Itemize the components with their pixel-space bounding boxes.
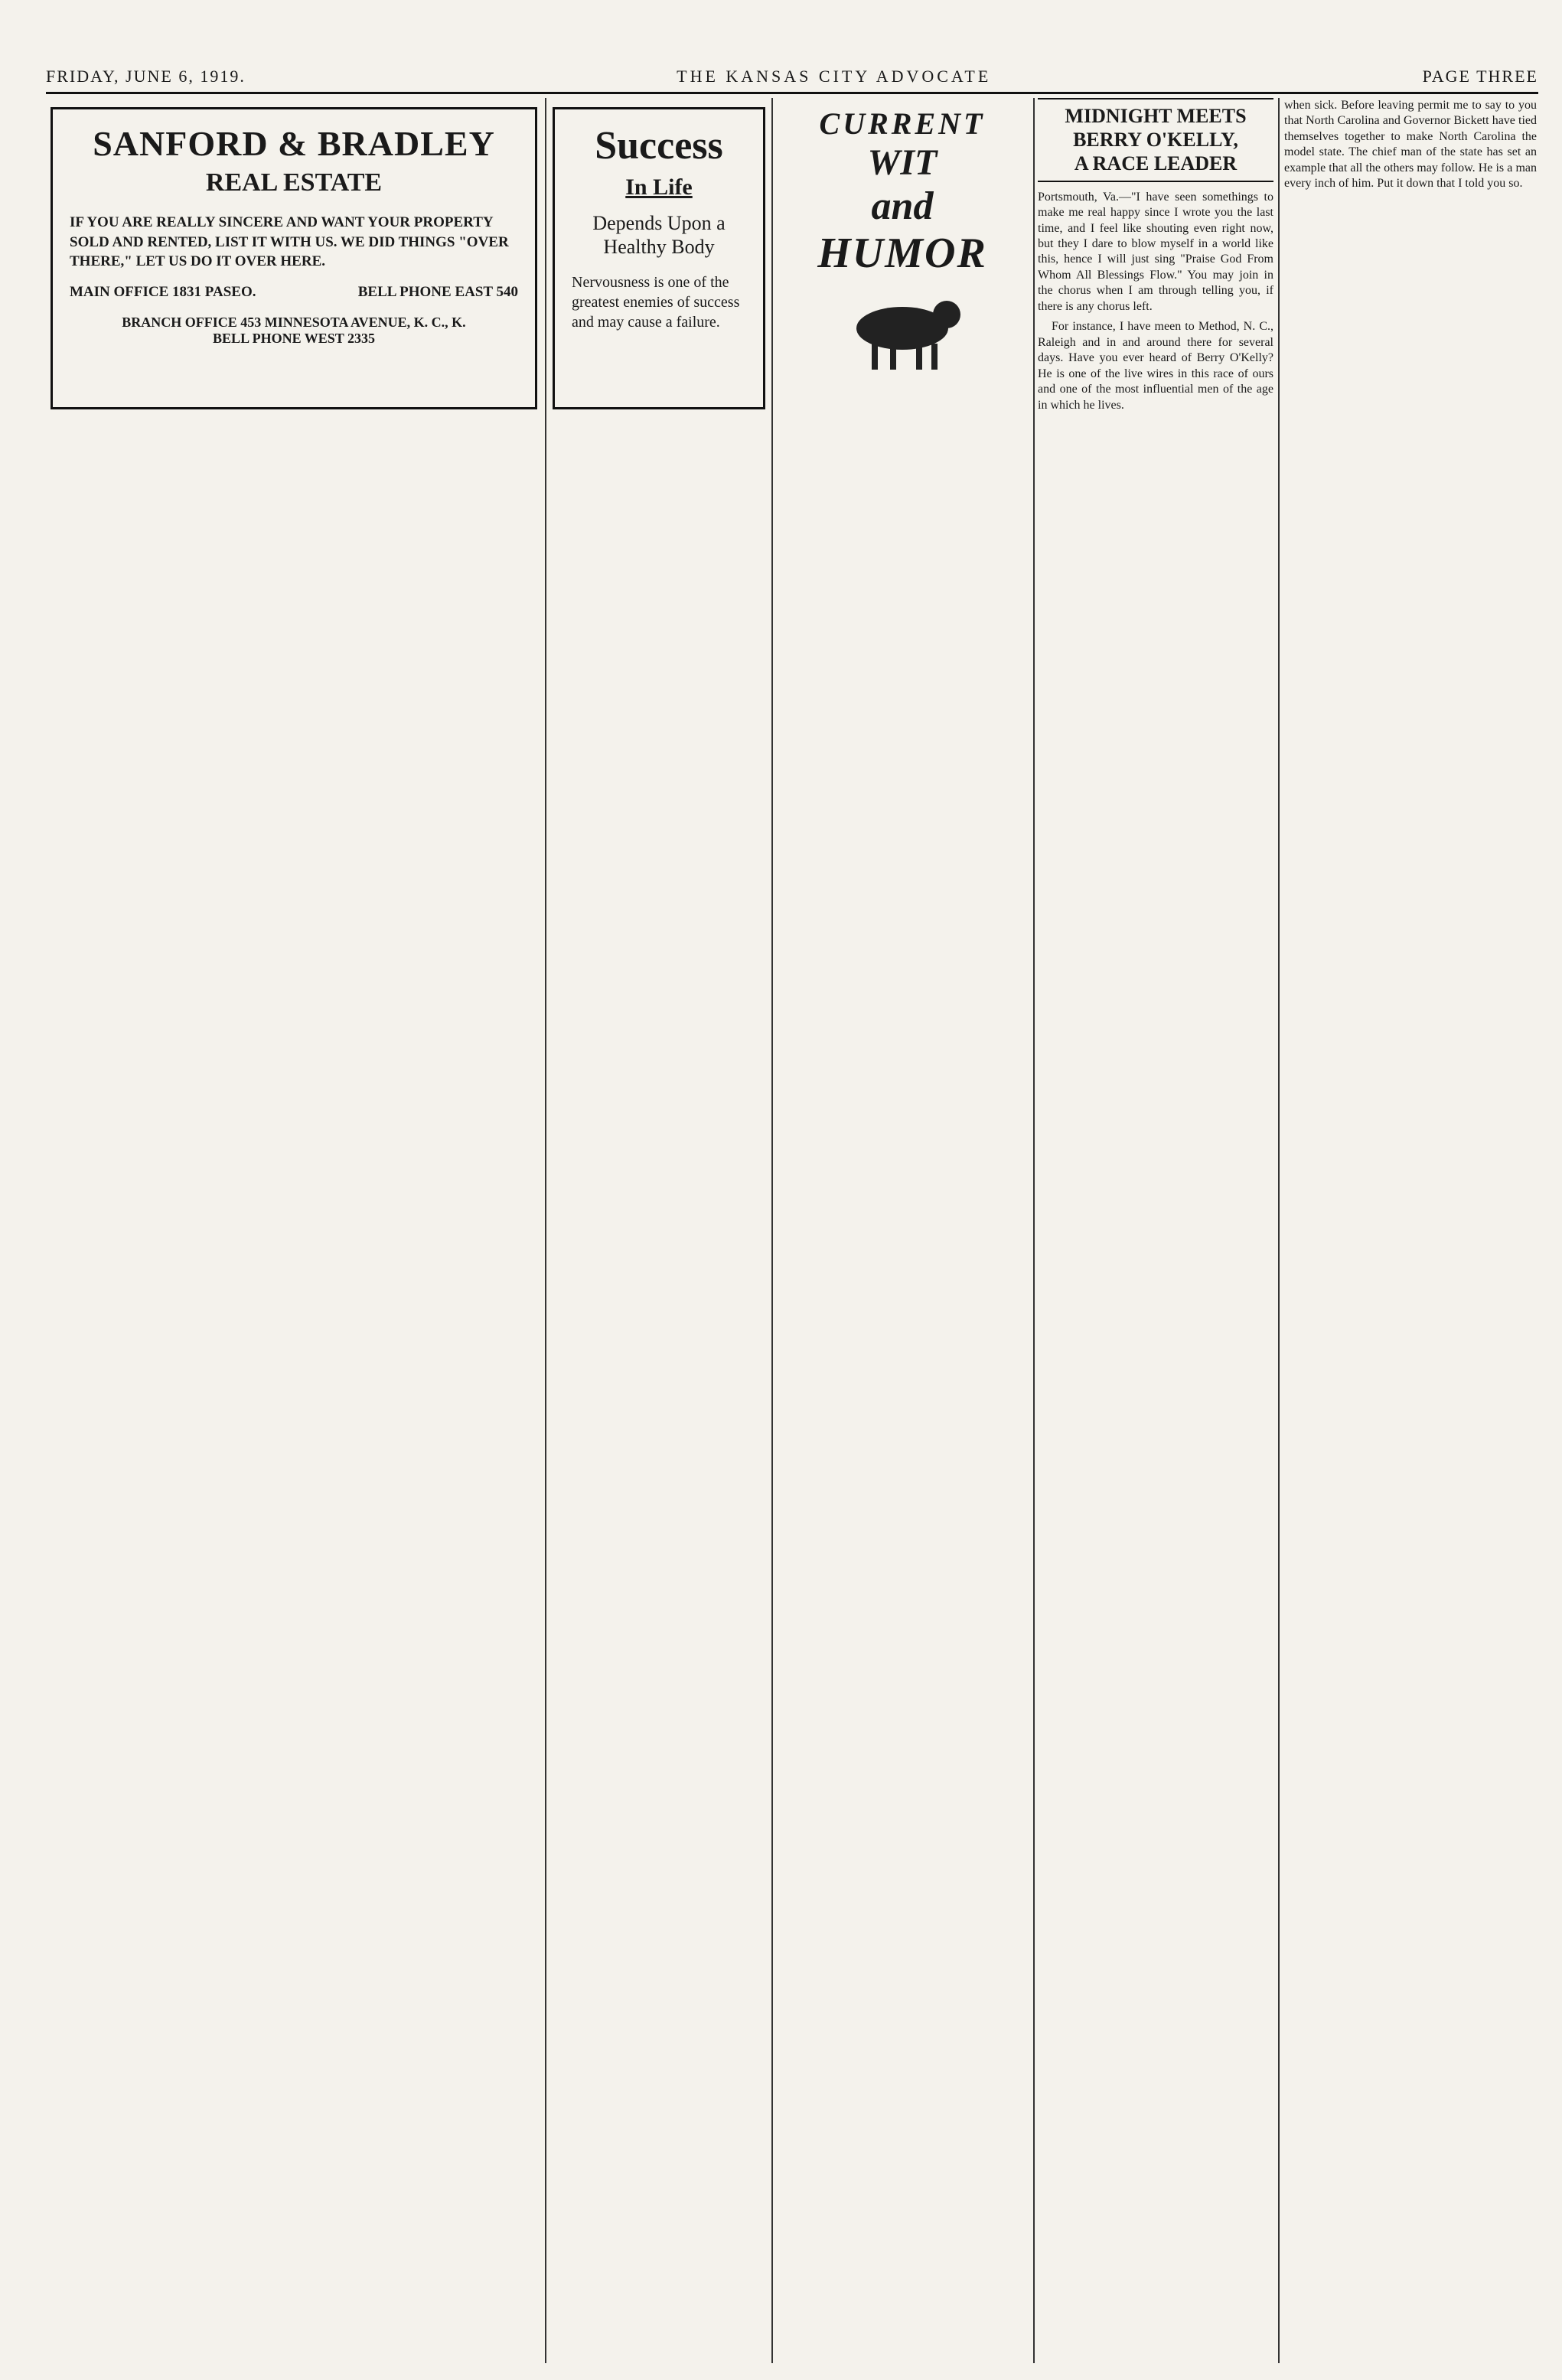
side-column-para-1: when sick. Before leaving permit me to say to you that North Carolina and Governor Bickett have tied themselves together to make North Carolina the model state. The chief man of the state has set an example that all the others may follow. He is a man every inch of him. Put it down that I told you so. — [1284, 99, 1537, 191]
article-para-1: Portsmouth, Va.—"I have seen somethings to make me real happy since I wrote you the last time, and I feel like shouting even right now, but they I dare to blow myself in a world like this, hence I will just sing "Praise God From Whom All Blessings Flow." You may join in the chorus when I am through telling you, if there is any chorus left. — [1038, 190, 1273, 313]
ad-sanford-name: SANFORD & BRADLEY — [93, 124, 495, 163]
article-para-2: For instance, I have meen to Method, N. C., Raleigh and in and around there for several days. Have you ever heard of Berry O'Kelly? He is one of the live wires in this race of ours and one of the most influential men of the age in which he lives. — [1038, 320, 1273, 412]
article-headline-3: A RACE LEADER — [1074, 152, 1238, 175]
article-headline-2: BERRY O'KELLY, — [1073, 129, 1238, 152]
ad-sanford-branch: BRANCH OFFICE 453 MINNESOTA AVENUE, K. C., K. — [122, 314, 466, 330]
cartoon-title-2: WIT — [867, 142, 938, 183]
cartoon-title-1: CURRENT — [819, 106, 986, 141]
ad-sanford-main-office: MAIN OFFICE 1831 PASEO. — [70, 283, 256, 300]
ad-success-title: Success — [595, 124, 723, 168]
masthead — [46, 63, 1538, 90]
cartoon-title-4: HUMOR — [817, 230, 987, 277]
page-label: PAGE THREE — [1422, 67, 1538, 86]
ad-success-subtitle: In Life — [625, 174, 693, 200]
paper-name: THE KANSAS CITY ADVOCATE — [677, 67, 992, 86]
article-midnight — [1038, 98, 1273, 413]
col-divider-1 — [545, 98, 546, 2363]
ad-success-lead: Depends Upon a Healthy Body — [592, 212, 726, 259]
ad-sanford-branch-phone: BELL PHONE WEST 2335 — [213, 330, 375, 346]
col-divider-2 — [771, 98, 773, 2363]
masthead-rule — [46, 92, 1538, 94]
cartoon-panel — [779, 106, 1026, 412]
cartoon-goat-illustration — [810, 284, 994, 376]
ad-success-body: Nervousness is one of the greatest enemies of success and may cause a failure. — [572, 274, 740, 331]
ad-sanford-bradley — [51, 107, 537, 409]
ad-success — [553, 107, 765, 409]
article-headline-1: MIDNIGHT MEETS — [1065, 105, 1247, 127]
ad-sanford-main-phone: BELL PHONE EAST 540 — [357, 283, 518, 300]
side-column — [1284, 98, 1537, 192]
ad-sanford-kind: REAL ESTATE — [205, 168, 383, 197]
col-divider-3 — [1033, 98, 1035, 2363]
issue-date: FRIDAY, JUNE 6, 1919. — [46, 67, 246, 86]
col-divider-4 — [1278, 98, 1280, 2363]
ad-sanford-pitch: IF YOU ARE REALLY SINCERE AND WANT YOUR PROPERTY SOLD AND RENTED, LIST IT WITH US. WE DID THINGS "OVER THERE," LET US DO IT OVER HERE. — [70, 214, 509, 270]
cartoon-title-3: and — [871, 184, 934, 228]
